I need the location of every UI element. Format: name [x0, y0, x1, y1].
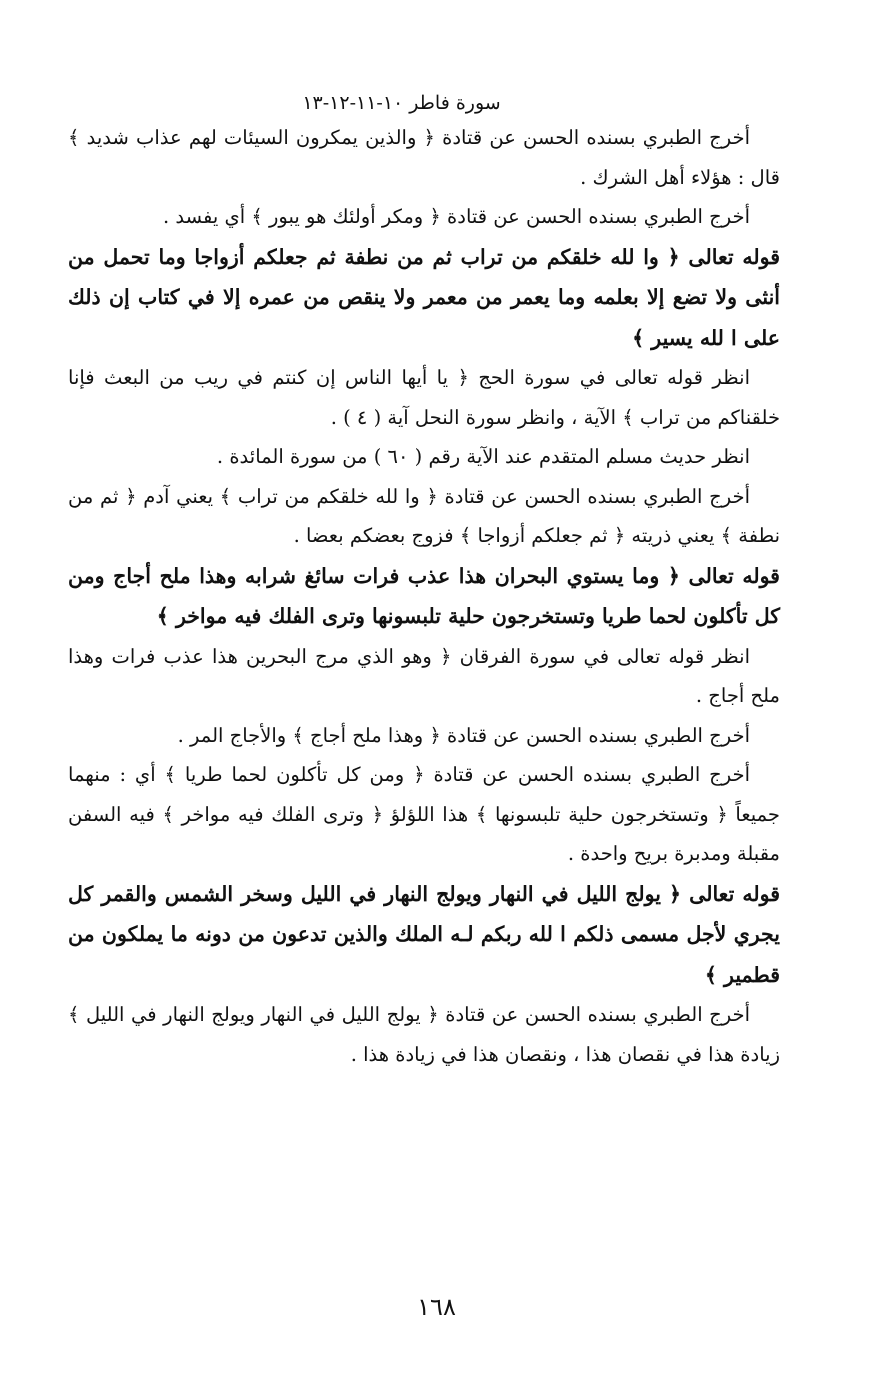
commentary-paragraph: أخرج الطبري بسنده الحسن عن قتادة ﴿ ومكر أولئك هو يبور ﴾ أي يفسد .	[162, 205, 750, 228]
commentary-paragraph: أخرج الطبري بسنده الحسن عن قتادة ﴿ وهذا ملح أجاج ﴾ والأجاج المر .	[177, 723, 750, 747]
verse-heading: قوله تعالى ﴿ يولج الليل في النهار ويولج النهار في الليل وسخر الشمس والقمر كل يجري لأجل مسمى ذلكم ا لله ربكم لـه الملك والذين تدعون من دونه ما يملكون من قطمير ﴾	[68, 881, 780, 987]
verse-heading: قوله تعالى ﴿ وا لله خلقكم من تراب ثم من نطفة ثم جعلكم أزواجا وما تحمل من أنثى ولا تضع إلا بعلمه وما يعمر من معمر ولا ينقص من عمره إلا في كتاب إن ذلك على ا لله يسير ﴾	[68, 244, 780, 350]
commentary-paragraph: أخرج الطبري بسنده الحسن عن قتادة ﴿ يولج الليل في النهار ويولج النهار في الليل ﴾ زيادة هذا في نقصان هذا ، ونقصان هذا في زيادة هذا .	[68, 1003, 780, 1066]
commentary-paragraph: أخرج الطبري بسنده الحسن عن قتادة ﴿ والذين يمكرون السيئات لهم عذاب شديد ﴾ قال : هؤلاء أهل الشرك .	[68, 126, 780, 189]
commentary-paragraph: انظر قوله تعالى في سورة الحج ﴿ يا أيها الناس إن كنتم في ريب من البعث فإنا خلقناكم من تراب ﴾ الآية ، وانظر سورة النحل آية ( ٤ ) .	[68, 366, 780, 429]
commentary-paragraph: انظر قوله تعالى في سورة الفرقان ﴿ وهو الذي مرج البحرين هذا عذب فرات وهذا ملح أجاج .	[68, 644, 780, 707]
commentary-paragraph: أخرج الطبري بسنده الحسن عن قتادة ﴿ وا لله خلقكم من تراب ﴾ يعني آدم ﴿ ثم من نطفة ﴾ يعني ذريته ﴿ ثم جعلكم أزواجا ﴾ فزوج بعضكم بعضا .	[68, 484, 780, 547]
page-body	[68, 118, 780, 1074]
page-number: ١٦٨	[417, 1293, 456, 1321]
verse-heading: قوله تعالى ﴿ وما يستوي البحران هذا عذب فرات سائغ شرابه وهذا ملح أجاج ومن كل تأكلون لحما طريا وتستخرجون حلية تلبسونها وترى الفلك فيه مواخر ﴾	[68, 563, 780, 628]
running-head: سورة فاطر ١٠-١١-١٢-١٣	[302, 92, 501, 114]
commentary-paragraph: انظر حديث مسلم المتقدم عند الآية رقم ( ٦٠ ) من سورة المائدة .	[216, 445, 750, 468]
commentary-paragraph: أخرج الطبري بسنده الحسن عن قتادة ﴿ ومن كل تأكلون لحما طريا ﴾ أي : منهما جميعاً ﴿ وتستخرجون حلية تلبسونها ﴾ هذا اللؤلؤ ﴿ وترى الفلك فيه مواخر ﴾ فيه السفن مقبلة ومدبرة بريح واحدة .	[68, 763, 780, 865]
